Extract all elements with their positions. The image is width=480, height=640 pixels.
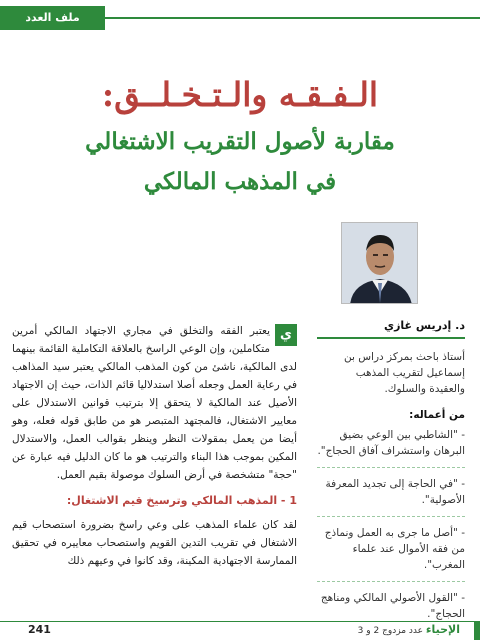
magazine-logo: الإحياء (425, 623, 460, 636)
footer-mark (474, 622, 480, 640)
article-subtitle-line2: في المذهب المالكي (143, 168, 337, 195)
section-tab (0, 6, 105, 30)
footer-issue (340, 623, 460, 636)
body-paragraph-1 (12, 322, 297, 484)
body-paragraph-2: لقد كان علماء المذهب على وعي راسخ بضرورة استصحاب قيم الاشتغال في تقريب التدين القويم واستصحاب معاييره في تحقيق الممارسة الاجتهادية المكينة، وقد كانوا في وعيهم ذلك (12, 519, 297, 567)
paragraph-1-text: يعتبر الفقه والتخلق في مجاري الاجتهاد المالكي أمرين متكاملين، وإن الوعي الراسخ بالعلاقة التكاملية القائمة بينهما لدى المالكية، ناشئ من كون المذهب المالكي يعتبر سيد المذاهب في رعاية العمل وجعله أصلا استدلاليا قائم الذات، حيث إن الاجتهاد الأصيل عند المالكية لا يتحقق إلا بترتيب قوانين الاستدلال على معايير الاشتغال، فالمجتهد المتبصر هو من طابق قوله فعله، وهو أيضا من يعمل بمقولات النظر وينظر بقوالب العمل، والاستدلال المكين بموجب هذا البناء والترتيب هو ما كان الدليل فيه عبارة عن "حجة" متشخصة في أرض السلوك موصولة بقيم العمل. (12, 325, 297, 481)
page-number: 241 (28, 623, 51, 636)
author-photo (341, 222, 418, 304)
article-subtitle-line1: مقاربة لأصول التقريب الاشتغالي (85, 128, 395, 155)
author-sidebar (317, 318, 465, 638)
author-bio: أستاذ باحث بمركز دراس بن إسماعيل لتقريب المذهب والعقيدة والسلوك. (343, 351, 465, 395)
works-title: من أعماله: (409, 409, 465, 421)
section-heading: 1 - المذهب المالكي وترسيخ قيم الاشتغال: (66, 494, 297, 507)
author-portrait-icon (342, 223, 418, 304)
section-label: ملف العدد (25, 11, 80, 24)
work-item: - "القول الأصولي المالكي ومناهج الحجاج". (320, 592, 465, 620)
work-item: - "في الحاجة إلى تجديد المعرفة الأصولية". (317, 476, 465, 517)
header-rule (105, 17, 480, 19)
article-title: الـفـقـه والـتـخـلــق: (101, 75, 379, 114)
work-item: - "أصل ما جرى به العمل ونماذج من فقه الأموال عند علماء المغرب". (317, 525, 465, 582)
issue-text: عدد مزدوج 2 و 3 (357, 626, 423, 636)
drop-cap: ي (275, 324, 297, 346)
work-item: - "الشاطبي بين الوعي بضيق البرهان واستشراف آفاق الحجاج". (317, 427, 465, 468)
footer-rule (0, 621, 480, 622)
title-block (10, 74, 470, 200)
article-body (12, 322, 297, 570)
author-name: د. إدريس غازي (317, 318, 465, 339)
